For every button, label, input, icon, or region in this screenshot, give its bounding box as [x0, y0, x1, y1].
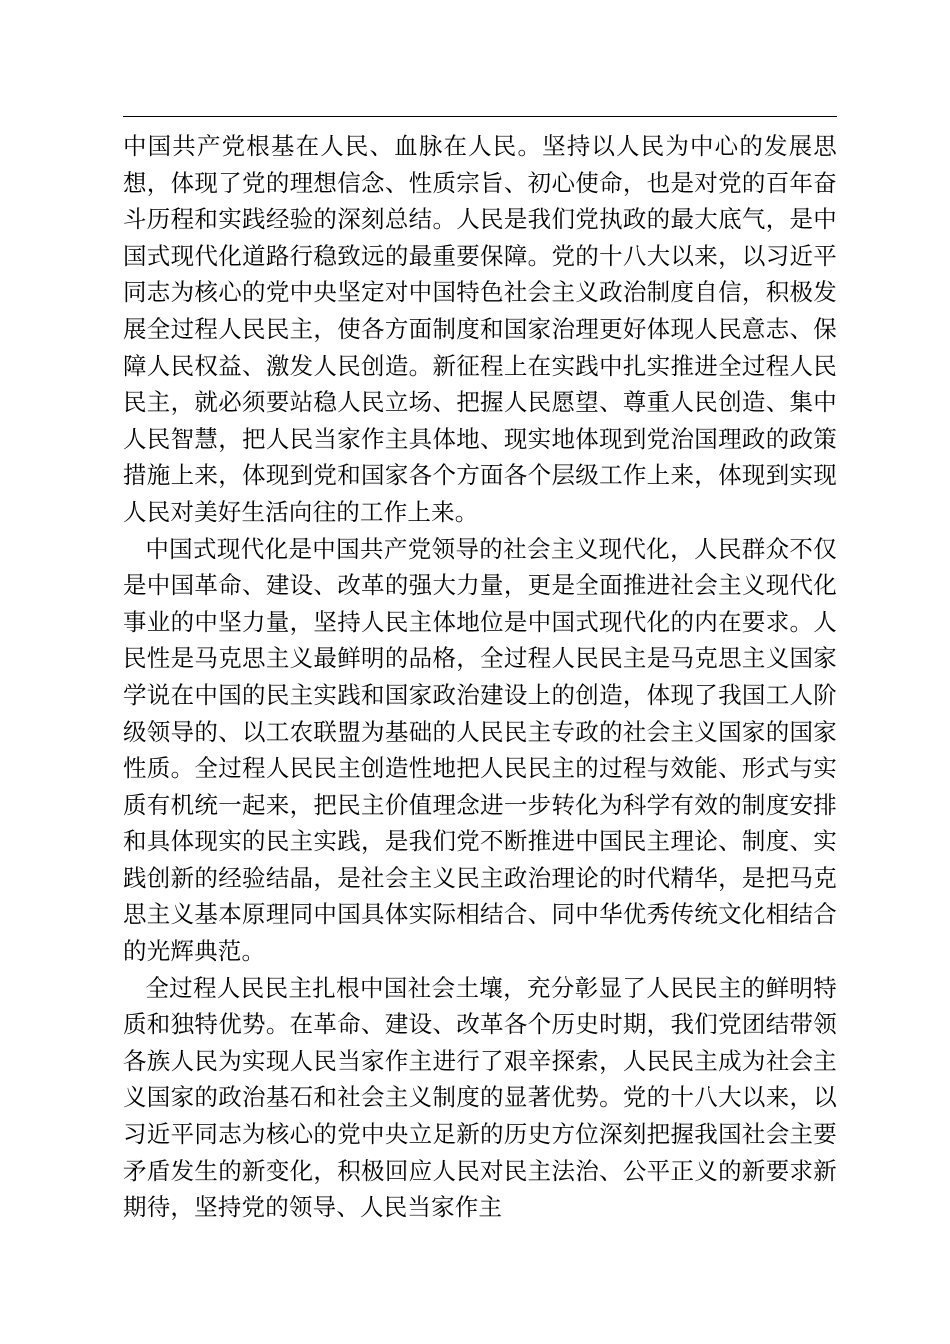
paragraph-2: 中国式现代化是中国共产党领导的社会主义现代化，人民群众不仅是中国革命、建设、改革的强大力量，更是全面推进社会主义现代化事业的中坚力量，坚持人民主体地位是中国式现代化的内在要求。人民性是马克思主义最鲜明的品格，全过程人民民主是马克思主义国家学说在中国的民主实践和国家政治建设上的创造，体现了我国工人阶级领导的、以工农联盟为基础的人民民主专政的社会主义国家的国家性质。全过程人民民主创造性地把人民民主的过程与效能、形式与实质有机统一起来，把民主价值理念进一步转化为科学有效的制度安排和具体现实的民主实践，是我们党不断推进中国民主理论、制度、实践创新的经验结晶，是社会主义民主政治理论的时代精华，是把马克思主义基本原理同中国具体实际相结合、同中华优秀传统文化相结合的光辉典范。: [123, 534, 837, 966]
document-body: [123, 128, 837, 1226]
paragraph-1: 中国共产党根基在人民、血脉在人民。坚持以人民为中心的发展思想，体现了党的理想信念、性质宗旨、初心使命，也是对党的百年奋斗历程和实践经验的深刻总结。人民是我们党执政的最大底气，是中国式现代化道路行稳致远的最重要保障。党的十八大以来，以习近平同志为核心的党中央坚定对中国特色社会主义政治制度自信，积极发展全过程人民民主，使各方面制度和国家治理更好体现人民意志、保障人民权益、激发人民创造。新征程上在实践中扎实推进全过程人民民主，就必须要站稳人民立场、把握人民愿望、尊重人民创造、集中人民智慧，把人民当家作主具体地、现实地体现到党治国理政的政策措施上来，体现到党和国家各个方面各个层级工作上来，体现到实现人民对美好生活向往的工作上来。: [123, 132, 837, 526]
header-rule: [123, 116, 837, 117]
paragraph-3: 全过程人民民主扎根中国社会土壤，充分彰显了人民民主的鲜明特质和独特优势。在革命、建设、改革各个历史时期，我们党团结带领各族人民为实现人民当家作主进行了艰辛探索，人民民主成为社会主义国家的政治基石和社会主义制度的显著优势。党的十八大以来，以习近平同志为核心的党中央立足新的历史方位深刻把握我国社会主要矛盾发生的新变化，积极回应人民对民主法治、公平正义的新要求新期待，坚持党的领导、人民当家作主: [123, 973, 837, 1222]
